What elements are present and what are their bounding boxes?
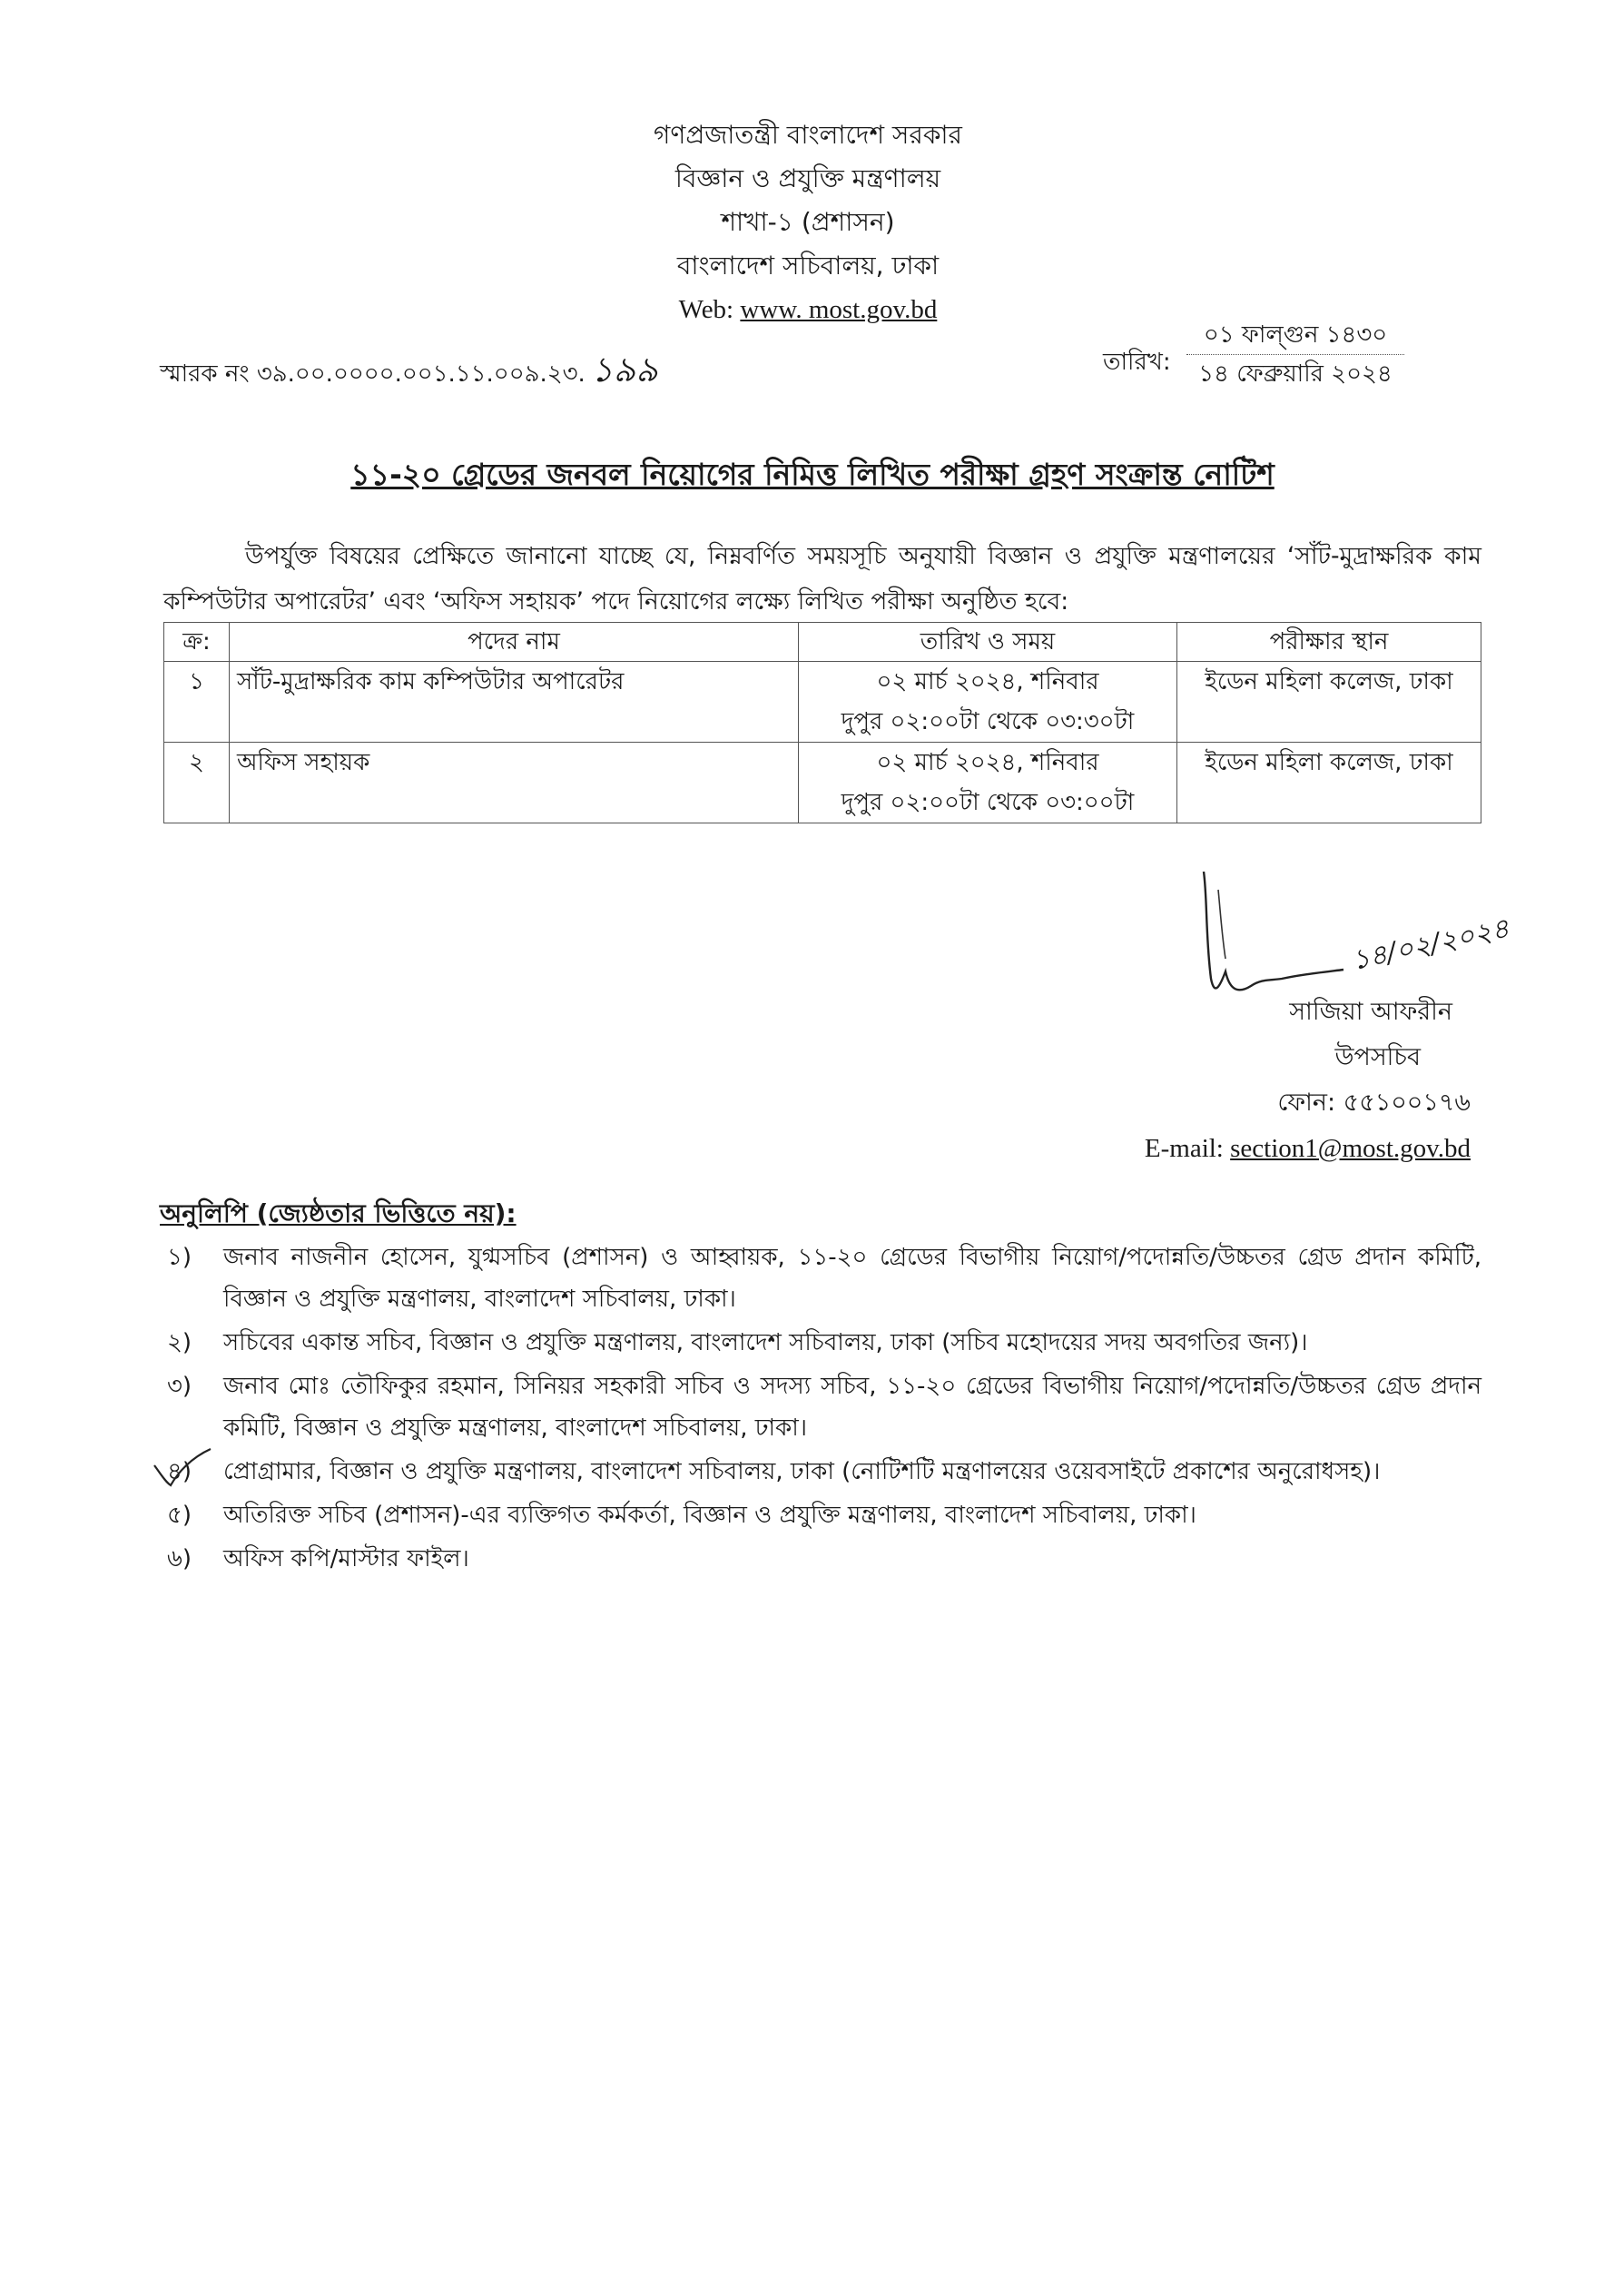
signatory-designation: উপসচিব (1334, 1043, 1421, 1071)
row-no: ১ (164, 662, 230, 743)
date-values (1186, 316, 1404, 393)
table-row (164, 743, 1481, 823)
row-date: ০২ মার্চ ২০২৪, শনিবার (876, 668, 1099, 695)
row-datetime (799, 662, 1177, 743)
website-line (508, 288, 1107, 331)
cc-item-text: সচিবের একান্ত সচিব, বিজ্ঞান ও প্রযুক্তি মন্ত্রণালয়, বাংলাদেশ সচিবালয়, ঢাকা (সচিব মহোদয়ের সদয় অবগতির জন্য)। (223, 1329, 1308, 1356)
ministry-name: বিজ্ঞান ও প্রযুক্তি মন্ত্রণালয় (674, 163, 941, 193)
list-item (160, 1237, 1481, 1320)
email-link[interactable]: section1@most.gov.bd (1230, 1134, 1471, 1163)
cc-item-text: অতিরিক্ত সচিব (প্রশাসন)-এর ব্যক্তিগত কর্মকর্তা, বিজ্ঞান ও প্রযুক্তি মন্ত্রণালয়, বাংলাদেশ সচিবালয়, ঢাকা। (223, 1502, 1196, 1529)
exam-schedule-table (163, 622, 1481, 823)
date-bangla: ০১ ফাল্গুন ১৪৩০ (1186, 316, 1404, 355)
list-item (160, 1538, 1481, 1580)
paragraph-text: উপর্যুক্ত বিষয়ের প্রেক্ষিতে জানানো যাচ্ছে যে, নিম্নবর্ণিত সময়সূচি অনুযায়ী বিজ্ঞান ও প্রযুক্তি মন্ত্রণালয়ের ‘সাঁট-মুদ্রাক্ষরিক কাম কম্পিউটার অপারেটর’ এবং ‘অফিস সহায়ক’ পদে নিয়োগের লক্ষ্যে লিখিত পরীক্ষা অনুষ্ঠিত হবে: (163, 542, 1481, 616)
email-label: E-mail: (1144, 1134, 1224, 1163)
handwritten-tick-icon (151, 1445, 214, 1494)
govt-name: গণপ্রজাতন্ত্রী বাংলাদেশ সরকার (654, 120, 962, 150)
row-post: অফিস সহায়ক (230, 743, 799, 823)
signatory-name: সাজিয়া আফরীন (1289, 998, 1452, 1026)
col-header-venue: পরীক্ষার স্থান (1177, 623, 1481, 662)
list-item (160, 1451, 1481, 1493)
website-link[interactable]: www. most.gov.bd (740, 295, 938, 324)
col-header-datetime: তারিখ ও সময় (799, 623, 1177, 662)
col-header-no: ক্র: (164, 623, 230, 662)
table-header-row (164, 623, 1481, 662)
signatory-block (1089, 990, 1471, 1171)
signatory-email (1089, 1126, 1471, 1171)
list-item (160, 1365, 1481, 1449)
memo-number (160, 343, 658, 401)
row-time: দুপুর ০২:০০টা থেকে ০৩:০০টা (841, 789, 1135, 816)
website-label: Web: (678, 295, 734, 324)
cc-item-number: ৪) (167, 1458, 192, 1485)
date-gregorian: ১৪ ফেব্রুয়ারি ২০২৪ (1198, 360, 1393, 388)
notice-paragraph (163, 534, 1481, 625)
signatory-phone: ফোন: ৫৫১০০১৭৬ (1277, 1089, 1471, 1117)
list-item (160, 1322, 1481, 1364)
row-time: দুপুর ০২:০০টা থেকে ০৩:৩০টা (841, 708, 1135, 735)
notice-title: ১১-২০ গ্রেডের জনবল নিয়োগের নিমিত্ত লিখিত পরীক্ষা গ্রহণ সংক্রান্ত নোটিশ (350, 457, 1275, 492)
cc-list (160, 1237, 1481, 1582)
date-label: তারিখ: (1103, 349, 1171, 376)
cc-item-text: প্রোগ্রামার, বিজ্ঞান ও প্রযুক্তি মন্ত্রণালয়, বাংলাদেশ সচিবালয়, ঢাকা (নোটিশটি মন্ত্রণালয়ের ওয়েবসাইটে প্রকাশের অনুরোধসহ)। (223, 1458, 1381, 1485)
row-post: সাঁট-মুদ্রাক্ষরিক কাম কম্পিউটার অপারেটর (230, 662, 799, 743)
row-venue: ইডেন মহিলা কলেজ, ঢাকা (1177, 743, 1481, 823)
cc-item-text: অফিস কপি/মাস্টার ফাইল। (223, 1545, 469, 1572)
cc-item-number: ১) (167, 1244, 192, 1271)
cc-title: অনুলিপি (জ্যেষ্ঠতার ভিত্তিতে নয়): (160, 1198, 517, 1228)
letterhead (508, 113, 1107, 331)
cc-item-number: ৩) (167, 1373, 192, 1400)
memo-handwritten-number: ১৯৯ (590, 350, 658, 389)
cc-item-text: জনাব মোঃ তৌফিকুর রহমান, সিনিয়র সহকারী সচিব ও সদস্য সচিব, ১১-২০ গ্রেডের বিভাগীয় নিয়োগ/পদোন্নতি/উচ্চতর গ্রেড প্রদান কমিটি, বিজ্ঞান ও প্রযুক্তি মন্ত্রণালয়, বাংলাদেশ সচিবালয়, ঢাকা। (223, 1373, 1481, 1442)
cc-item-number: ২) (167, 1329, 192, 1356)
table-row (164, 662, 1481, 743)
row-venue: ইডেন মহিলা কলেজ, ঢাকা (1177, 662, 1481, 743)
signature-date: ১৪/০২/২০২৪ (1349, 912, 1512, 977)
row-datetime (799, 743, 1177, 823)
col-header-post: পদের নাম (230, 623, 799, 662)
section-name: শাখা-১ (প্রশাসন) (721, 207, 895, 237)
memo-label: স্মারক নং ৩৯.০০.০০০০.০০১.১১.০০৯.২৩. (160, 360, 586, 388)
row-no: ২ (164, 743, 230, 823)
cc-item-number: ৬) (167, 1545, 192, 1572)
row-date: ০২ মার্চ ২০২৪, শনিবার (876, 749, 1099, 776)
cc-item-text: জনাব নাজনীন হোসেন, যুগ্মসচিব (প্রশাসন) ও আহ্বায়ক, ১১-২০ গ্রেডের বিভাগীয় নিয়োগ/পদোন্নতি/উচ্চতর গ্রেড প্রদান কমিটি, বিজ্ঞান ও প্রযুক্তি মন্ত্রণালয়, বাংলাদেশ সচিবালয়, ঢাকা। (223, 1244, 1481, 1313)
list-item (160, 1494, 1481, 1536)
cc-item-number: ৫) (167, 1502, 192, 1529)
office-address: বাংলাদেশ সচিবালয়, ঢাকা (676, 251, 940, 281)
